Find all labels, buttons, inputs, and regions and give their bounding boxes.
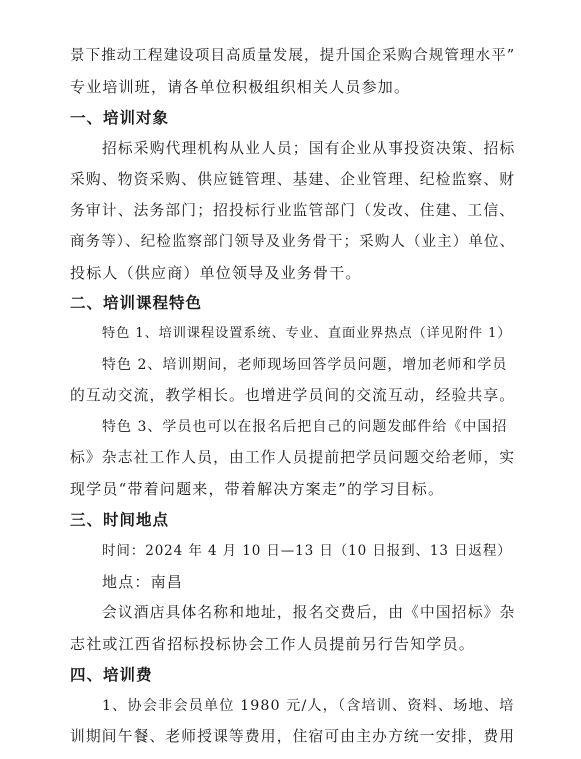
body-text-line: 采购、物资采购、供应链管理、基建、企业管理、纪检监察、财 <box>70 171 516 188</box>
body-text-line: 的互动交流，教学相长。也增进学员间的交流互动，经验共享。 <box>70 387 516 404</box>
body-text-line: 专业培训班，请各单位积极组织相关人员参加。 <box>70 78 411 96</box>
body-text-line: 务审计、法务部门；招投标行业监管部门（发改、住建、工信、 <box>70 202 516 219</box>
body-text-line: 招标采购代理机构从业人员；国有企业从事投资决策、招标 <box>102 140 516 157</box>
section-heading-training-target: 一、培训对象 <box>70 109 170 127</box>
body-text-line: 训期间午餐、老师授课等费用，住宿可由主办方统一安排，费用 <box>70 728 516 745</box>
section-heading-course-features: 二、培训课程特色 <box>70 294 203 312</box>
body-text-line: 特色 3、学员也可以在报名后把自己的问题发邮件给《中国招 <box>102 419 508 435</box>
body-text-line: 景下推动工程建设项目高质量发展，提升国企采购合规管理水平” <box>70 48 516 64</box>
section-heading-training-fee: 四、培训费 <box>70 666 153 684</box>
body-text-line: 投标人（供应商）单位领导及业务骨干。 <box>70 264 362 282</box>
body-text-line: 地点：南昌 <box>102 573 184 591</box>
body-text-line: 会议酒店具体名称和地址，报名交费后，由《中国招标》杂 <box>102 604 516 621</box>
body-text-line: 商务等）、纪检监察部门领导及业务骨干；采购人（业主）单位、 <box>70 234 516 250</box>
body-text-line: 特色 1、培训课程设置系统、专业、直面业界热点（详见附件 1） <box>102 326 512 341</box>
body-text-line: 标》杂志社工作人员，由工作人员提前把学员问题交给老师，实 <box>70 449 516 466</box>
body-text-line: 特色 2、培训期间，老师现场回答学员问题，增加老师和学员 <box>102 357 508 373</box>
body-text-line: 现学员“带着问题来，带着解决方案走”的学习目标。 <box>70 480 445 498</box>
section-heading-time-location: 三、时间地点 <box>70 511 170 529</box>
body-text-line: 1、协会非会员单位 1980 元/人，（含培训、资料、场地、培 <box>102 698 515 714</box>
body-text-line: 时间：2024 年 4 月 10 日—13 日（10 日报到、13 日返程） <box>102 543 512 559</box>
body-text-line: 志社或江西省招标投标协会工作人员提前另行告知学员。 <box>70 635 476 653</box>
